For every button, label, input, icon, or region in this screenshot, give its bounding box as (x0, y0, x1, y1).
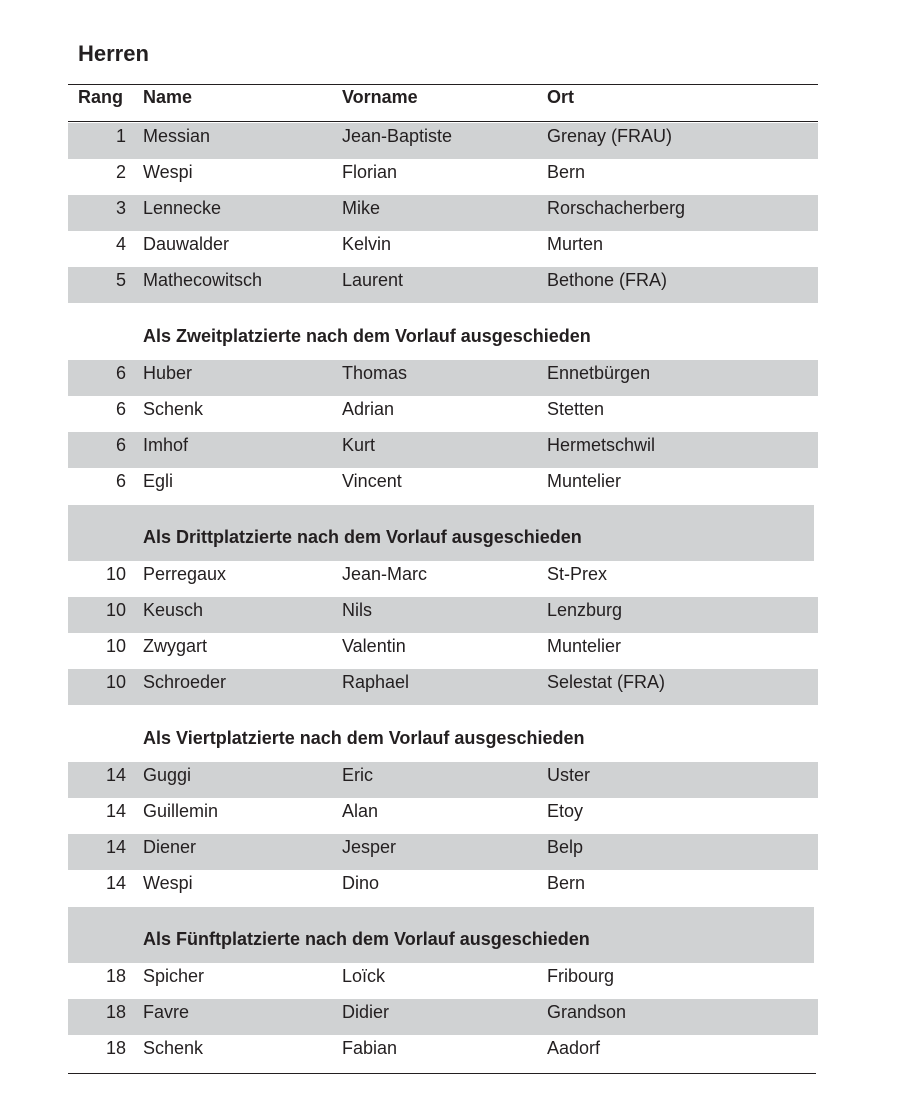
cell-rang: 6 (115, 471, 126, 491)
cell-ort: Murten (547, 234, 604, 254)
cell-vorname: Loïck (342, 966, 386, 986)
header-vorname: Vorname (342, 87, 418, 107)
cell-ort: St-Prex (547, 564, 608, 584)
table-row (68, 798, 818, 834)
cell-name: Wespi (143, 162, 193, 182)
table-row (68, 123, 818, 159)
table-row (68, 963, 818, 999)
table-row (68, 360, 818, 396)
cell-name: Spicher (143, 966, 205, 986)
cell-rang: 10 (105, 600, 126, 620)
table-row (68, 231, 818, 267)
cell-name: Diener (143, 837, 197, 857)
cell-name: Messian (143, 126, 211, 146)
table-row (68, 267, 818, 303)
table-row (68, 432, 818, 468)
cell-rang: 10 (105, 636, 126, 656)
cell-ort: Stetten (547, 399, 605, 419)
cell-name: Egli (143, 471, 174, 491)
cell-ort: Bern (547, 162, 586, 182)
section-heading (68, 726, 814, 762)
section-heading-label: Als Fünftplatzierte nach dem Vorlauf ausgeschieden (143, 929, 590, 949)
cell-vorname: Kelvin (342, 234, 392, 254)
table-row (68, 1035, 818, 1071)
cell-vorname: Vincent (342, 471, 402, 491)
cell-rang: 5 (115, 270, 126, 290)
cell-vorname: Valentin (342, 636, 406, 656)
cell-ort: Selestat (FRA) (547, 672, 666, 692)
table-row (68, 195, 818, 231)
cell-vorname: Florian (342, 162, 398, 182)
cell-rang: 4 (115, 234, 126, 254)
table-row (68, 669, 818, 705)
section-heading (68, 907, 814, 963)
cell-name: Schroeder (143, 672, 227, 692)
cell-name: Guillemin (143, 801, 219, 821)
cell-rang: 2 (115, 162, 126, 182)
cell-name: Dauwalder (143, 234, 230, 254)
cell-vorname: Fabian (342, 1038, 398, 1058)
cell-vorname: Didier (342, 1002, 390, 1022)
table-row (68, 999, 818, 1035)
cell-name: Schenk (143, 1038, 204, 1058)
table-bottom-rule (68, 1073, 816, 1074)
cell-vorname: Kurt (342, 435, 376, 455)
section-heading (68, 323, 814, 359)
cell-name: Favre (143, 1002, 190, 1022)
cell-rang: 6 (115, 363, 126, 383)
cell-rang: 14 (105, 873, 126, 893)
cell-rang: 18 (105, 1002, 126, 1022)
table-header (0, 85, 900, 121)
cell-name: Keusch (143, 600, 204, 620)
cell-vorname: Jesper (342, 837, 397, 857)
cell-ort: Lenzburg (547, 600, 623, 620)
cell-ort: Ennetbürgen (547, 363, 651, 383)
table-row (68, 597, 818, 633)
cell-rang: 6 (115, 399, 126, 419)
table-row (68, 870, 818, 906)
table-row (68, 468, 818, 504)
cell-name: Wespi (143, 873, 193, 893)
cell-ort: Grandson (547, 1002, 627, 1022)
cell-rang: 14 (105, 801, 126, 821)
cell-rang: 18 (105, 1038, 126, 1058)
cell-vorname: Laurent (342, 270, 404, 290)
cell-name: Imhof (143, 435, 189, 455)
cell-vorname: Adrian (342, 399, 395, 419)
section-heading-label: Als Zweitplatzierte nach dem Vorlauf ausgeschieden (143, 326, 591, 346)
page-title: Herren (78, 41, 149, 66)
cell-name: Huber (143, 363, 193, 383)
cell-vorname: Nils (342, 600, 372, 620)
cell-name: Perregaux (143, 564, 227, 584)
cell-vorname: Raphael (342, 672, 410, 692)
cell-rang: 1 (115, 126, 126, 146)
cell-ort: Muntelier (547, 636, 622, 656)
cell-ort: Bethone (FRA) (547, 270, 668, 290)
cell-name: Lennecke (143, 198, 222, 218)
cell-rang: 14 (105, 837, 126, 857)
table-row (68, 633, 818, 669)
cell-ort: Grenay (FRAU) (547, 126, 673, 146)
header-rang: Rang (78, 87, 123, 107)
cell-name: Zwygart (143, 636, 208, 656)
table-row (68, 834, 818, 870)
cell-ort: Fribourg (547, 966, 615, 986)
cell-name: Schenk (143, 399, 204, 419)
cell-rang: 18 (105, 966, 126, 986)
cell-ort: Etoy (547, 801, 584, 821)
cell-vorname: Mike (342, 198, 381, 218)
cell-name: Guggi (143, 765, 192, 785)
cell-ort: Belp (547, 837, 584, 857)
cell-ort: Hermetschwil (547, 435, 656, 455)
cell-vorname: Dino (342, 873, 380, 893)
section-heading (68, 505, 814, 561)
section-heading-label: Als Viertplatzierte nach dem Vorlauf ausgeschieden (143, 728, 585, 748)
cell-vorname: Alan (342, 801, 379, 821)
cell-vorname: Jean-Marc (342, 564, 428, 584)
cell-ort: Aadorf (547, 1038, 601, 1058)
table-header-rule (68, 121, 818, 122)
cell-rang: 14 (105, 765, 126, 785)
table-row (68, 561, 818, 597)
cell-vorname: Eric (342, 765, 373, 785)
table-row (68, 396, 818, 432)
cell-rang: 3 (115, 198, 126, 218)
section-heading-label: Als Drittplatzierte nach dem Vorlauf ausgeschieden (143, 527, 582, 547)
header-name: Name (143, 87, 193, 107)
cell-rang: 10 (105, 564, 126, 584)
cell-rang: 6 (115, 435, 126, 455)
header-ort: Ort (547, 87, 574, 107)
cell-ort: Muntelier (547, 471, 622, 491)
cell-ort: Uster (547, 765, 591, 785)
table-row (68, 159, 818, 195)
cell-vorname: Thomas (342, 363, 408, 383)
table-row (68, 762, 818, 798)
cell-ort: Rorschacherberg (547, 198, 686, 218)
cell-vorname: Jean-Baptiste (342, 126, 453, 146)
cell-rang: 10 (105, 672, 126, 692)
cell-ort: Bern (547, 873, 586, 893)
cell-name: Mathecowitsch (143, 270, 263, 290)
